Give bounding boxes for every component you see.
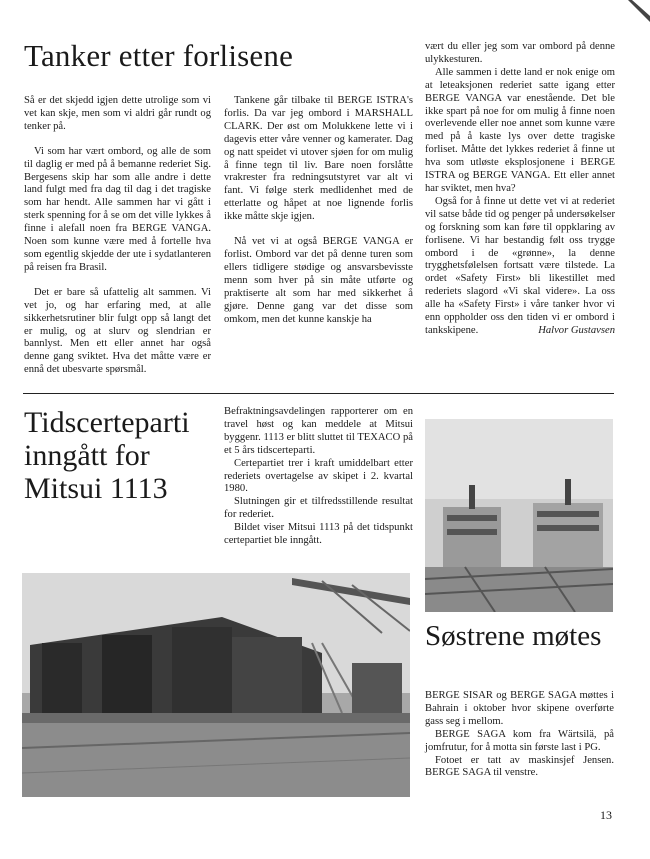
paragraph: BERGE SAGA kom fra Wärtsilä, på jomfrutur, for å motta sin første last i PG. bbox=[425, 728, 614, 753]
paragraph: Fotoet er tatt av maskinsjef Jensen. BERGE SAGA til venstre. bbox=[425, 754, 614, 779]
shipyard-image bbox=[22, 573, 410, 797]
section-divider bbox=[23, 393, 614, 394]
paragraph: vært du eller jeg som var ombord på denne ulykkesturen. bbox=[425, 41, 615, 65]
paragraph: BERGE SISAR og BERGE SAGA møttes i Bahrain i oktober hvor skipene overførte gass seg i mellom. bbox=[425, 690, 614, 727]
paragraph: Nå vet vi at også BERGE VANGA er forlist. Ombord var det på denne turen som ellers tidligere stødige og ansvarsbevisste menn som hver på sin måte utførte og praktiserte alt som har med sikkerhet å gjøre. Denne gang var det disse som omkom, men det kunne kanskje ha bbox=[224, 236, 413, 325]
paragraph-text: Også for å finne ut dette vet vi at rederiet vil satse både tid og penger på undersøkelser og forskning som kan føre til oppklaring av forlisene. Vi har bestandig følt oss trygge ombord i de «grønne», la denne trygghetsfølelsen fortsatt være tilstede. La ordet «Safety First» bli likestillet med rederiets slagord «Vi skal videre». La oss alle ha «Safety First» i våre tanker hvor vi enn oppholder oss den tiden vi er ombord i tankskipene. bbox=[425, 195, 615, 336]
ships-image bbox=[425, 419, 613, 612]
paragraph bbox=[425, 196, 615, 338]
article3-body bbox=[425, 690, 614, 780]
paragraph: Så er det skjedd igjen dette utrolige som vi vet kan skje, men som vi aldri går rundt og tenker på. bbox=[24, 95, 211, 132]
paragraph: Alle sammen i dette land er nok enige om at leteaksjonen rederiet satte igang etter BERGE VANGA var enestående. Det ble ikke spart på noe for om mulig å finne noen overlevende eller noe annet som kunne være med på å kaste lys over dette tragiske forliset. Måtte det lykkes rederiet å finne ut hva som utløste eksplosjonene i BERGE ISTRA og BERGE VANGA. Ett eller annet har sviktet, men hva? bbox=[425, 66, 615, 194]
article1-column-3 bbox=[425, 41, 615, 338]
page-number: 13 bbox=[600, 808, 612, 822]
paragraph: Vi som har vært ombord, og alle de som til daglig er med på å bemanne rederiet Sig. Bergesens skip har som alle andre i dette land fulgt med fra dag til dag i det tragiske som har hendt. Alle sammen har vi gått i sterk spenning for å se om det ville lykkes å finne i alefall noen fra BERGE VANGA. Noen som kunne være med å fortelle hva som egentlig skjedde der ute i sydatlanteren på reisen fra Brasil. bbox=[24, 145, 211, 273]
paragraph: Tankene går tilbake til BERGE ISTRA's forlis. Da var jeg ombord i MARSHALL CLARK. Der øst om Molukkene lette vi i dagevis etter våre venner og kamerater. Dag og natt speidet vi utover sjøen for om mulig å finne tegn til liv. Bare noen forslåtte vrakrester fra redningsutstyret var alt vi fant. Vi følge sterk medlidenhet med de etterlatte og håpet at noe lignende forlis ikke måtte skje igjen. bbox=[224, 95, 413, 223]
paragraph: Slutningen gir et tilfredsstillende resultat for rederiet. bbox=[224, 496, 413, 521]
article1-column-1 bbox=[24, 95, 211, 377]
corner-mark-icon bbox=[624, 0, 650, 26]
article3-title: Søstrene møtes bbox=[425, 620, 602, 652]
article1-title: Tanker etter forlisene bbox=[24, 38, 294, 73]
paragraph: Befraktningsavdelingen rapporterer om en travel høst og kan meddele at Mitsui byggenr. 1113 er blitt sluttet til TEXACO på et 5 års tidscerteparti. bbox=[224, 406, 413, 456]
article2-title: Tidscerteparti inngått for Mitsui 1113 bbox=[24, 406, 190, 505]
article2-body bbox=[224, 406, 413, 548]
paragraph: Det er bare så ufattelig alt sammen. Vi vet jo, og har erfaring med, at alle sikkerhetsrutiner blir fulgt opp så langt det er mulig, og at slurv og slendrian er bannlyst. Men ett eller annet har også denne gang sviktet. Hva det måtte være er ennå det ubesvarte spørsmål. bbox=[24, 286, 211, 376]
paragraph: Bildet viser Mitsui 1113 på det tidspunkt certepartiet ble inngått. bbox=[224, 522, 413, 547]
ship-construction-photo bbox=[22, 573, 410, 797]
paragraph: Certepartiet trer i kraft umiddelbart etter rederiets overtagelse av skipet i 2. kvartal 1980. bbox=[224, 457, 413, 495]
two-ships-photo bbox=[425, 419, 613, 612]
article1-column-2 bbox=[224, 95, 413, 326]
signature: Halvor Gustavsen bbox=[538, 324, 615, 336]
